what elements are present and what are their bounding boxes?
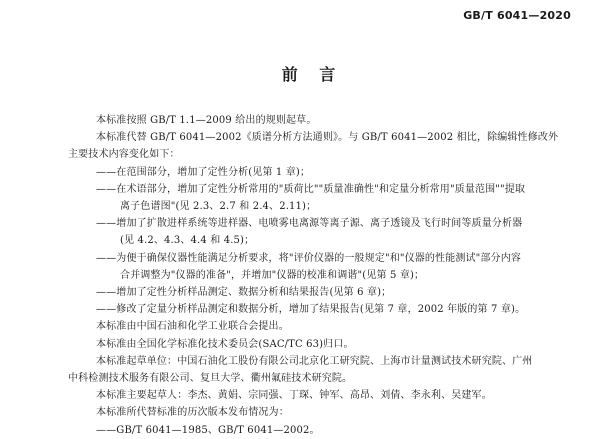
paragraph-history-intro: 本标准所代替标准的历次版本发布情况为： — [96, 407, 289, 419]
paragraph-drafting-rule: 本标准按照 GB/T 1.1—2009 给出的规则起草。 — [96, 115, 317, 126]
change-item: ——增加了定性分析样品测定、数据分析和结果报告(见第 6 章)； — [96, 287, 392, 299]
paragraph-replacement-line2: 主要技术内容变化如下： — [68, 149, 180, 161]
change-item-continuation: (见 4.2、4.3、4.4 和 4.5)； — [120, 235, 255, 247]
change-item: ——增加了扩散进样系统等进样器、电喷雾电离源等离子源、离子透镜及飞行时间等质量分析器 — [96, 218, 523, 230]
foreword-body — [68, 112, 596, 439]
paragraph-history-versions: ——GB/T 6041—1985、GB/T 6041—2002。 — [96, 424, 320, 436]
paragraph-drafting-units-line2: 中科检测技术服务有限公司、复旦大学、衢州氟硅技术研究院。 — [68, 373, 353, 385]
change-item: ——在范围部分，增加了定性分析(见第 1 章)； — [96, 166, 311, 178]
change-item: ——修改了定量分析样品测定和数据分析，增加了结果报告(见第 7 章，2002 年版的第 7 章)。 — [96, 304, 526, 316]
change-item: ——为便于确保仪器性能满足分析要求，将"评价仪器的一般规定"和"仪器的性能测试"部分内容 — [96, 252, 521, 264]
paragraph-managed-by: 本标准由全国化学标准化技术委员会(SAC/TC 63)归口。 — [96, 338, 354, 350]
paragraph-replacement-line1: 本标准代替 GB/T 6041—2002《质谱分析方法通则》。与 GB/T 6041—2002 相比，除编辑性修改外 — [96, 132, 559, 144]
paragraph-drafting-units-line1: 本标准起草单位：中国石油化工股份有限公司北京化工研究院、上海市计量测试技术研究院、广州 — [96, 355, 533, 367]
standard-code: GB/T 6041—2020 — [463, 9, 571, 22]
foreword-title: 前 言 — [281, 65, 344, 84]
paragraph-proposed-by: 本标准由中国石油和化学工业联合会提出。 — [96, 321, 289, 333]
change-item: ——在术语部分，增加了定性分析常用的"质荷比""质量准确性"和定量分析常用"质量范围""提取 — [96, 183, 526, 195]
changes-list — [96, 164, 596, 319]
change-item-continuation: 合并调整为"仪器的准备"，并增加"仪器的校准和调谐"(见第 5 章)； — [120, 269, 425, 281]
paragraph-drafters: 本标准主要起草人：李杰、黄娟、宗同强、丁琛、钟军、高昂、刘倩、李永利、吴建军。 — [96, 390, 492, 402]
change-item-continuation: 离子色谱图"(见 2.3、2.7 和 2.4、2.11)； — [120, 201, 317, 213]
